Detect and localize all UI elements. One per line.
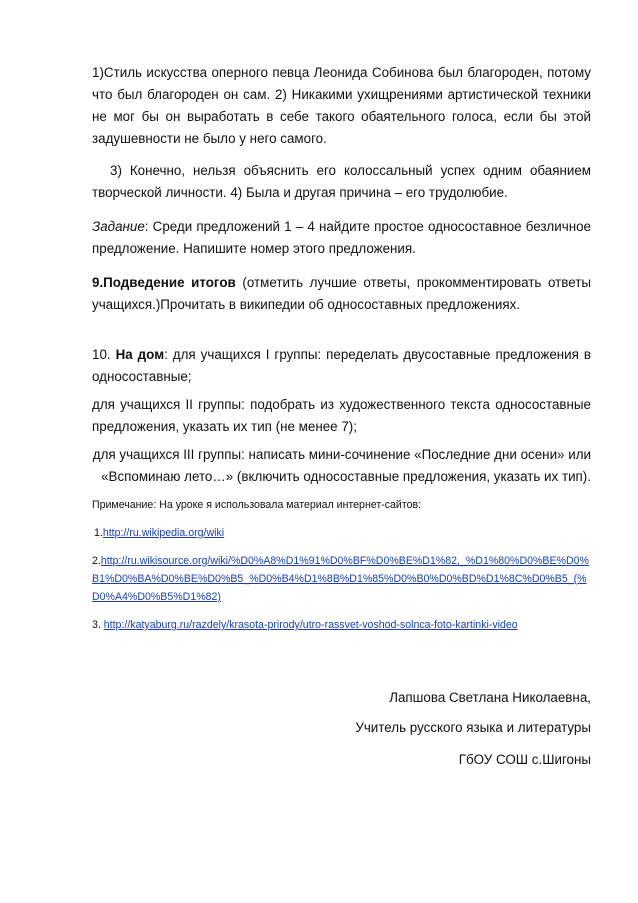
reference-2 xyxy=(92,552,591,606)
homework-group1-text: : для учащихся I группы: переделать двусоставные предложения в односоставные; xyxy=(92,347,591,384)
summary-text: (отметить лучшие ответы, прокомментировать ответы учащихся.)Прочитать в википедии об односоставных предложениях. xyxy=(92,275,592,312)
homework-number: 10. xyxy=(92,347,116,362)
paragraph-sobinov-2: 3) Конечно, нельзя объяснить его колоссальный успех одним обаянием творческой личности. 4) Была и другая причина – его трудолюбие. xyxy=(92,163,591,200)
note-text: Примечание: На уроке я использовала материал интернет-сайтов: xyxy=(92,499,422,511)
task-paragraph xyxy=(92,216,591,260)
reference-number: 2. xyxy=(92,555,101,567)
summary-paragraph xyxy=(92,272,591,316)
homework-group2: для учащихся II группы: подобрать из художественного текста односоставные предложения, указать их тип (не менее 7); xyxy=(92,397,591,434)
reference-number: 1. xyxy=(94,527,103,539)
homework-group3: для учащихся III группы: написать мини-сочинение «Последние дни осени» или «Вспоминаю лето…» (включить односоставные предложения, указать их тип). xyxy=(92,447,591,484)
reference-link-1[interactable]: http://ru.wikipedia.org/wiki xyxy=(102,527,225,539)
homework-paragraph xyxy=(92,344,591,388)
summary-heading: 9.Подведение итогов xyxy=(92,275,236,290)
author-school: ГбОУ СОШ с.Шигоны xyxy=(458,752,591,767)
paragraph-sobinov-1: 1)Стиль искусства оперного певца Леонида Собинова был благороден, потому что был благороден он сам. 2) Никакими ухищрениями артистической техники не мог бы он выработать в себе такого обаятельного голоса, если бы этой задушевности не было у него самого. xyxy=(92,65,591,146)
reference-number: 3. xyxy=(92,619,104,631)
homework-heading: На дом xyxy=(115,347,165,362)
reference-link-3[interactable]: http://katyaburg.ru/razdely/krasota-prirody/utro-rassvet-voshod-solnca-foto-kartinki-video xyxy=(103,619,518,631)
reference-3 xyxy=(92,616,591,634)
task-text: : Среди предложений 1 – 4 найдите простое односоставное безличное предложение. Напишите номер этого предложения. xyxy=(92,219,591,256)
author-position: Учитель русского языка и литературы xyxy=(355,720,591,735)
reference-link-2[interactable]: http://ru.wikisource.org/wiki/%D0%A8%D1%91%D0%BF%D0%BE%D1%82,_%D1%80%D0%BE%D0%B1%D0%BA%D0%BE%D0%B5_%D0%B4%D1%8B%D1%85%D0%B0%D0%BD%D1%8C%D0%B5_(%D0%A4%D0%B5%D1%82) xyxy=(92,555,589,603)
document-body xyxy=(92,62,591,634)
reference-1 xyxy=(92,524,591,542)
task-label: Задание xyxy=(92,219,145,234)
author-name: Лапшова Светлана Николаевна, xyxy=(389,690,591,705)
